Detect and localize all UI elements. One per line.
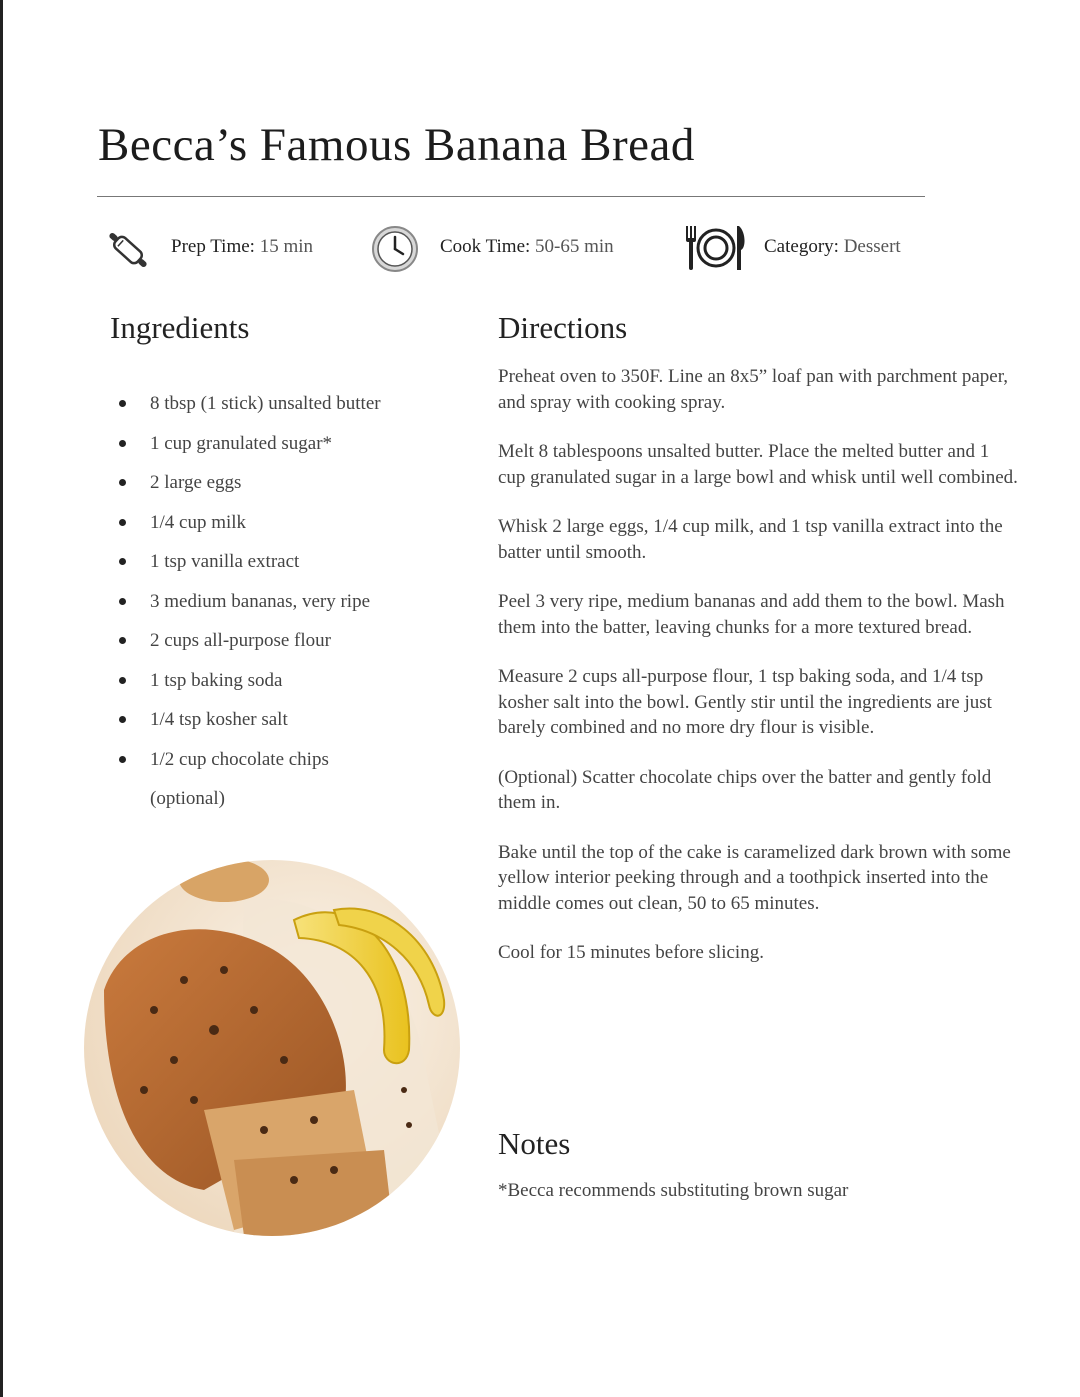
- category-value: Dessert: [843, 236, 901, 257]
- ingredient-text: 1/4 cup milk: [150, 511, 247, 533]
- bullet-icon: [119, 677, 126, 684]
- prep-time-value: 15 min: [259, 236, 314, 257]
- direction-step: Preheat oven to 350F. Line an 8x5” loaf pan with parchment paper, and spray with cooking spray.: [498, 366, 1009, 413]
- clock-icon: [370, 224, 420, 274]
- banana-bread-photo: [84, 860, 460, 1236]
- directions-heading: Directions: [498, 310, 628, 345]
- ingredient-text: 3 medium bananas, very ripe: [150, 590, 371, 612]
- ingredient-text: 1 cup granulated sugar*: [150, 432, 333, 454]
- ingredients-heading: Ingredients: [110, 310, 250, 345]
- bullet-icon: [119, 440, 126, 447]
- bullet-icon: [119, 637, 126, 644]
- bullet-icon: [119, 716, 126, 723]
- cook-time-label: Cook Time:: [440, 236, 531, 257]
- bullet-icon: [119, 598, 126, 605]
- list-item: [110, 700, 450, 740]
- ingredient-text: 1 tsp baking soda: [150, 669, 283, 691]
- ingredient-text: 1 tsp vanilla extract: [150, 551, 300, 572]
- direction-step: Bake until the top of the cake is caramelized dark brown with some yellow interior peeking through and a toothpick inserted into the middle comes out clean, 50 to 65 minutes.: [498, 841, 1011, 914]
- bullet-icon: [119, 400, 126, 407]
- ingredient-text: 8 tbsp (1 stick) unsalted butter: [150, 393, 381, 414]
- ingredient-text: 1/4 tsp kosher salt: [150, 709, 288, 730]
- page-left-border: [0, 0, 3, 1397]
- cook-time-value: 50-65 min: [535, 236, 614, 257]
- bullet-icon: [119, 558, 126, 565]
- direction-step: (Optional) Scatter chocolate chips over the batter and gently fold them in.: [498, 766, 992, 813]
- ingredient-text: 1/2 cup chocolate chips (optional): [150, 748, 329, 809]
- list-item: [110, 384, 450, 424]
- list-item: [110, 740, 405, 819]
- ingredient-text: 2 cups all-purpose flour: [150, 630, 331, 651]
- rolling-pin-icon: [100, 224, 156, 276]
- category-label: Category:: [764, 236, 839, 257]
- bullet-icon: [119, 519, 126, 526]
- direction-step: Peel 3 very ripe, medium bananas and add them to the bowl. Mash them into the batter, leaving chunks for a more textured bread.: [498, 591, 1005, 638]
- cook-time: [440, 236, 614, 258]
- direction-step: Melt 8 tablespoons unsalted butter. Place the melted butter and 1 cup granulated sugar in a large bowl and whisk until well combined.: [498, 441, 1018, 488]
- list-item: [110, 582, 450, 622]
- plate-utensils-icon: [684, 222, 748, 274]
- direction-step: Cool for 15 minutes before slicing.: [498, 942, 764, 963]
- list-item: [110, 503, 450, 543]
- list-item: [110, 621, 450, 661]
- list-item: [110, 424, 450, 464]
- notes-heading: Notes: [498, 1126, 571, 1161]
- prep-time-label: Prep Time:: [171, 236, 255, 257]
- bullet-icon: [119, 756, 126, 763]
- list-item: [110, 542, 450, 582]
- recipe-title: Becca’s Famous Banana Bread: [98, 119, 695, 171]
- prep-time: [171, 236, 313, 258]
- direction-step: Measure 2 cups all-purpose flour, 1 tsp baking soda, and 1/4 tsp kosher salt into the bowl. Gently stir until the ingredients are just barely combined and no more dry flour is visible.: [498, 666, 992, 738]
- direction-step: Whisk 2 large eggs, 1/4 cup milk, and 1 tsp vanilla extract into the batter until smooth.: [498, 516, 1003, 563]
- ingredient-text: 2 large eggs: [150, 472, 242, 493]
- bullet-icon: [119, 479, 126, 486]
- title-divider: [97, 196, 925, 197]
- category: [764, 236, 901, 258]
- list-item: [110, 463, 450, 503]
- ingredients-list: [110, 384, 450, 819]
- directions-list: [498, 364, 1018, 990]
- list-item: [110, 661, 450, 701]
- notes-text: *Becca recommends substituting brown sugar: [498, 1180, 849, 1201]
